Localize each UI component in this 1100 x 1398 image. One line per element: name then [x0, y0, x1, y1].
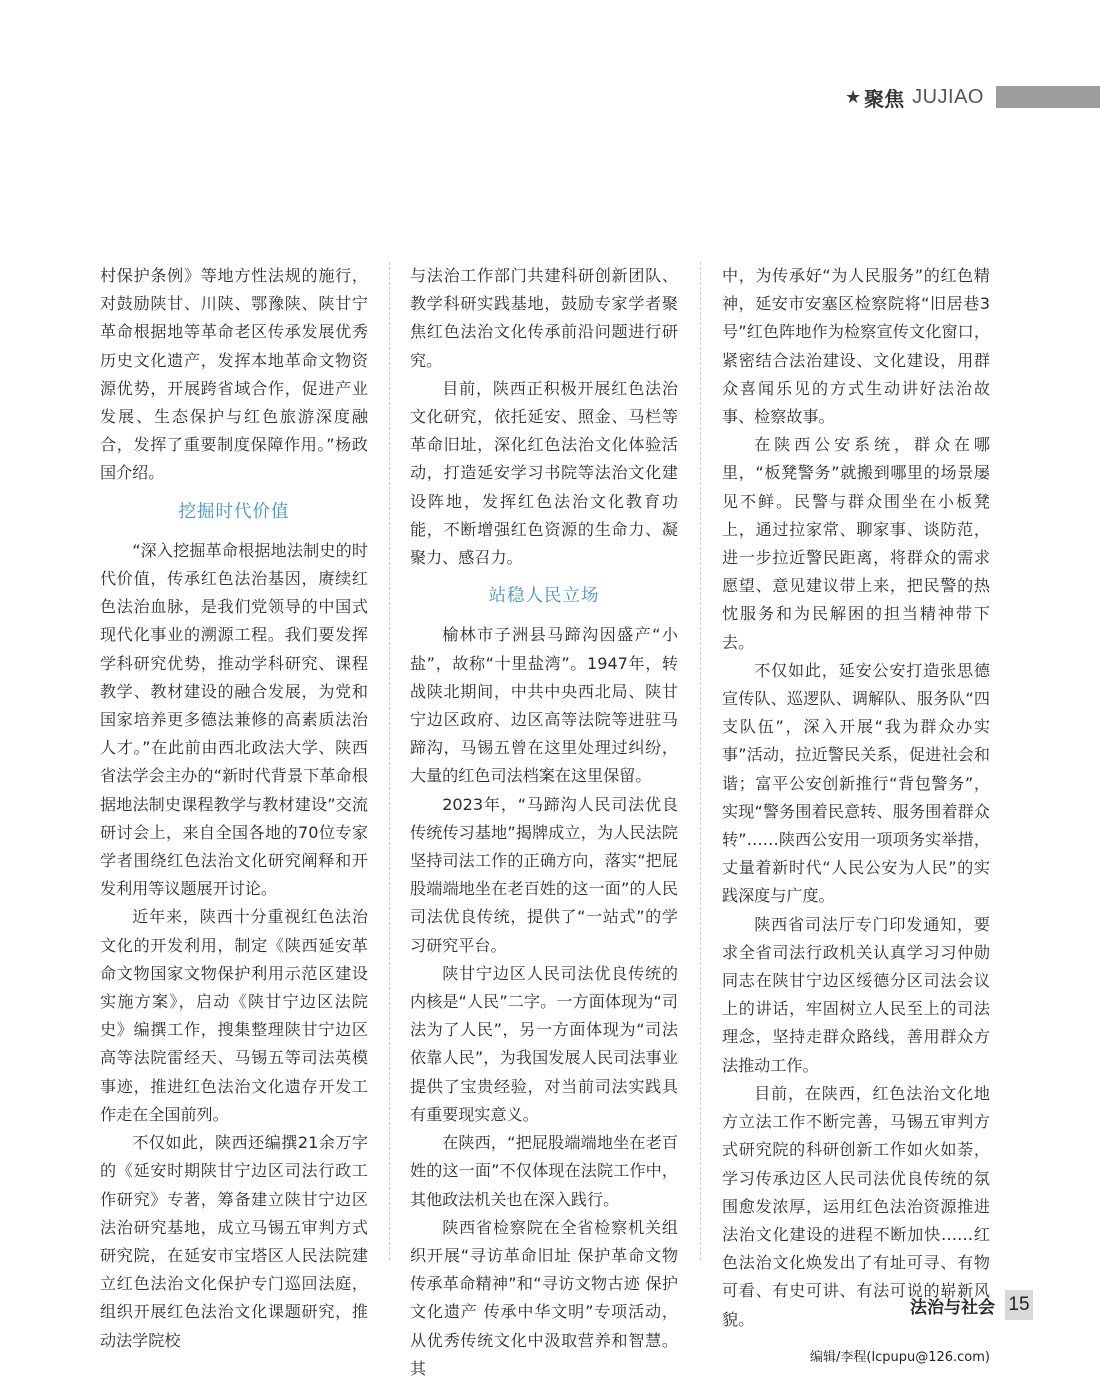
paragraph: 与法治工作部门共建科研创新团队、教学科研实践基地，鼓励专家学者聚焦红色法治文化传承前沿问题进行研究。 [410, 266, 678, 370]
subheading: 挖掘时代价值 [178, 501, 290, 522]
paragraph: 目前，陕西正积极开展红色法治文化研究，依托延安、照金、马栏等革命旧址，深化红色法治文化体验活动，打造延安学习书院等法治文化建设阵地，发挥红色法治文化教育功能，不断增强红色资源的生命力、凝聚力、感召力。 [410, 378, 678, 568]
magazine-name: 法治与社会 [910, 1297, 995, 1318]
paragraph: 目前，在陕西，红色法治文化地方立法工作不断完善，马锡五审判方式研究院的科研创新工作如火如荼，学习传承边区人民司法优良传统的氛围愈发浓厚，运用红色法治资源推进法治文化建设的进程不断加快……红色法治文化焕发出了有址可寻、有物可看、有史可讲、有法可说的崭新风貌。 [722, 1083, 990, 1329]
paragraph: 陕甘宁边区人民司法优良传统的内核是“人民”二字。一方面体现为“司法为了人民”，另一方面体现为“司法依靠人民”，为我国发展人民司法事业提供了宝贵经验，对当前司法实践具有重要现实意义。 [410, 963, 678, 1124]
section-title-en: JUJIAO [912, 85, 984, 108]
paragraph: 近年来，陕西十分重视红色法治文化的开发利用，制定《陕西延安革命文物国家文物保护利用示范区建设实施方案》，启动《陕甘宁边区法院史》编撰工作，搜集整理陕甘宁边区高等法院雷经天、马锡五等司法英模事迹，推进红色法治文化遗存开发工作走在全国前列。 [100, 907, 368, 1124]
paragraph: 陕西省司法厅专门印发通知，要求全省司法行政机关认真学习习仲勋同志在陕甘宁边区绥德分区司法会议上的讲话，牢固树立人民至上的司法理念，坚持走群众路线，善用群众方法推动工作。 [722, 914, 990, 1075]
article-column-1 [100, 262, 368, 1355]
paragraph: 2023年，“马蹄沟人民司法优良传统传习基地”揭牌成立，为人民法院坚持司法工作的正确方向，落实“把屁股端端地坐在老百姓的这一面”的人民司法优良传统，提供了“一站式”的学习研究平台。 [410, 794, 678, 955]
column-divider [389, 262, 391, 1260]
paragraph: 榆林市子洲县马蹄沟因盛产“小盐”，故称“十里盐湾”。1947年，转战陕北期间，中共中央西北局、陕甘宁边区政府、边区高等法院等进驻马蹄沟，马锡五曾在这里处理过纠纷，大量的红色司法档案在这里保留。 [410, 625, 678, 786]
paragraph: 不仅如此，延安公安打造张思德宣传队、巡逻队、调解队、服务队“四支队伍”，深入开展“我为群众办实事”活动，拉近警民关系，促进社会和谐；富平公安创新推行“背包警务”，实现“警务围着民意转、服务围着群众转”……陕西公安用一项项务实举措，丈量着新时代“人民公安为人民”的实践深度与广度。 [722, 660, 990, 906]
page-number: 15 [1005, 1290, 1033, 1320]
section-header [845, 84, 1100, 110]
article-column-3 [722, 262, 990, 1372]
paragraph: 在陕西，“把屁股端端地坐在老百姓的这一面”不仅体现在法院工作中，其他政法机关也在深入践行。 [410, 1133, 678, 1209]
column-divider [700, 262, 702, 1260]
paragraph: 中，为传承好“为人民服务”的红色精神，延安市安塞区检察院将“旧居巷3号”红色阵地作为检察宣传文化窗口，紧密结合法治建设、文化建设，用群众喜闻乐见的方式生动讲好法治故事、检察故事。 [722, 266, 990, 427]
paragraph: 村保护条例》等地方性法规的施行，对鼓励陕甘、川陕、鄂豫陕、陕甘宁革命根据地等革命老区传承发展优秀历史文化遗产，发挥本地革命文物资源优势，开展跨省域合作，促进产业发展、生态保护与红色旅游深度融合，发挥了重要制度保障作用。”杨政国介绍。 [100, 266, 368, 483]
subheading: 站稳人民立场 [488, 586, 600, 607]
paragraph: “深入挖掘革命根据地法制史的时代价值，传承红色法治基因，赓续红色法治血脉，是我们党领导的中国式现代化事业的溯源工程。我们要发挥学科研究优势，推动学科研究、课程教学、教材建设的融合发展，为党和国家培养更多德法兼修的高素质法治人才。”在此前由西北政法大学、陕西省法学会主办的“新时代背景下革命根据地法制史课程教学与教材建设”交流研讨会上，来自全国各地的70位专家学者围绕红色法治文化研究阐释和开发利用等议题展开讨论。 [100, 540, 368, 899]
section-title: 聚焦 [864, 86, 905, 111]
paragraph: 在陕西公安系统，群众在哪里，“板凳警务”就搬到哪里的场景屡见不鲜。民警与群众围坐在小板凳上，通过拉家常、聊家事、谈防范，进一步拉近警民距离，将群众的需求愿望、意见建议带上来，把民警的热忱服务和为民解困的担当精神带下去。 [722, 435, 990, 652]
star-icon: ★ [844, 86, 862, 108]
editor-credit: 编辑/李程(lcpupu@126.com) [810, 1349, 990, 1365]
paragraph: 不仅如此，陕西还编撰21余万字的《延安时期陕甘宁边区司法行政工作研究》专著，筹备建立陕甘宁边区法治研究基地，成立马锡五审判方式研究院，在延安市宝塔区人民法院建立红色法治文化保护专门巡回法庭，组织开展红色法治文化课题研究，推动法学院校 [100, 1133, 368, 1350]
header-bar [996, 86, 1100, 108]
article-column-2 [410, 262, 678, 1383]
paragraph: 陕西省检察院在全省检察机关组织开展“寻访革命旧址 保护革命文物 传承革命精神”和“寻访文物古迹 保护文化遗产 传承中华文明”专项活动，从优秀传统文化中汲取营养和智慧。其 [410, 1217, 678, 1378]
page-footer [910, 1290, 1033, 1320]
